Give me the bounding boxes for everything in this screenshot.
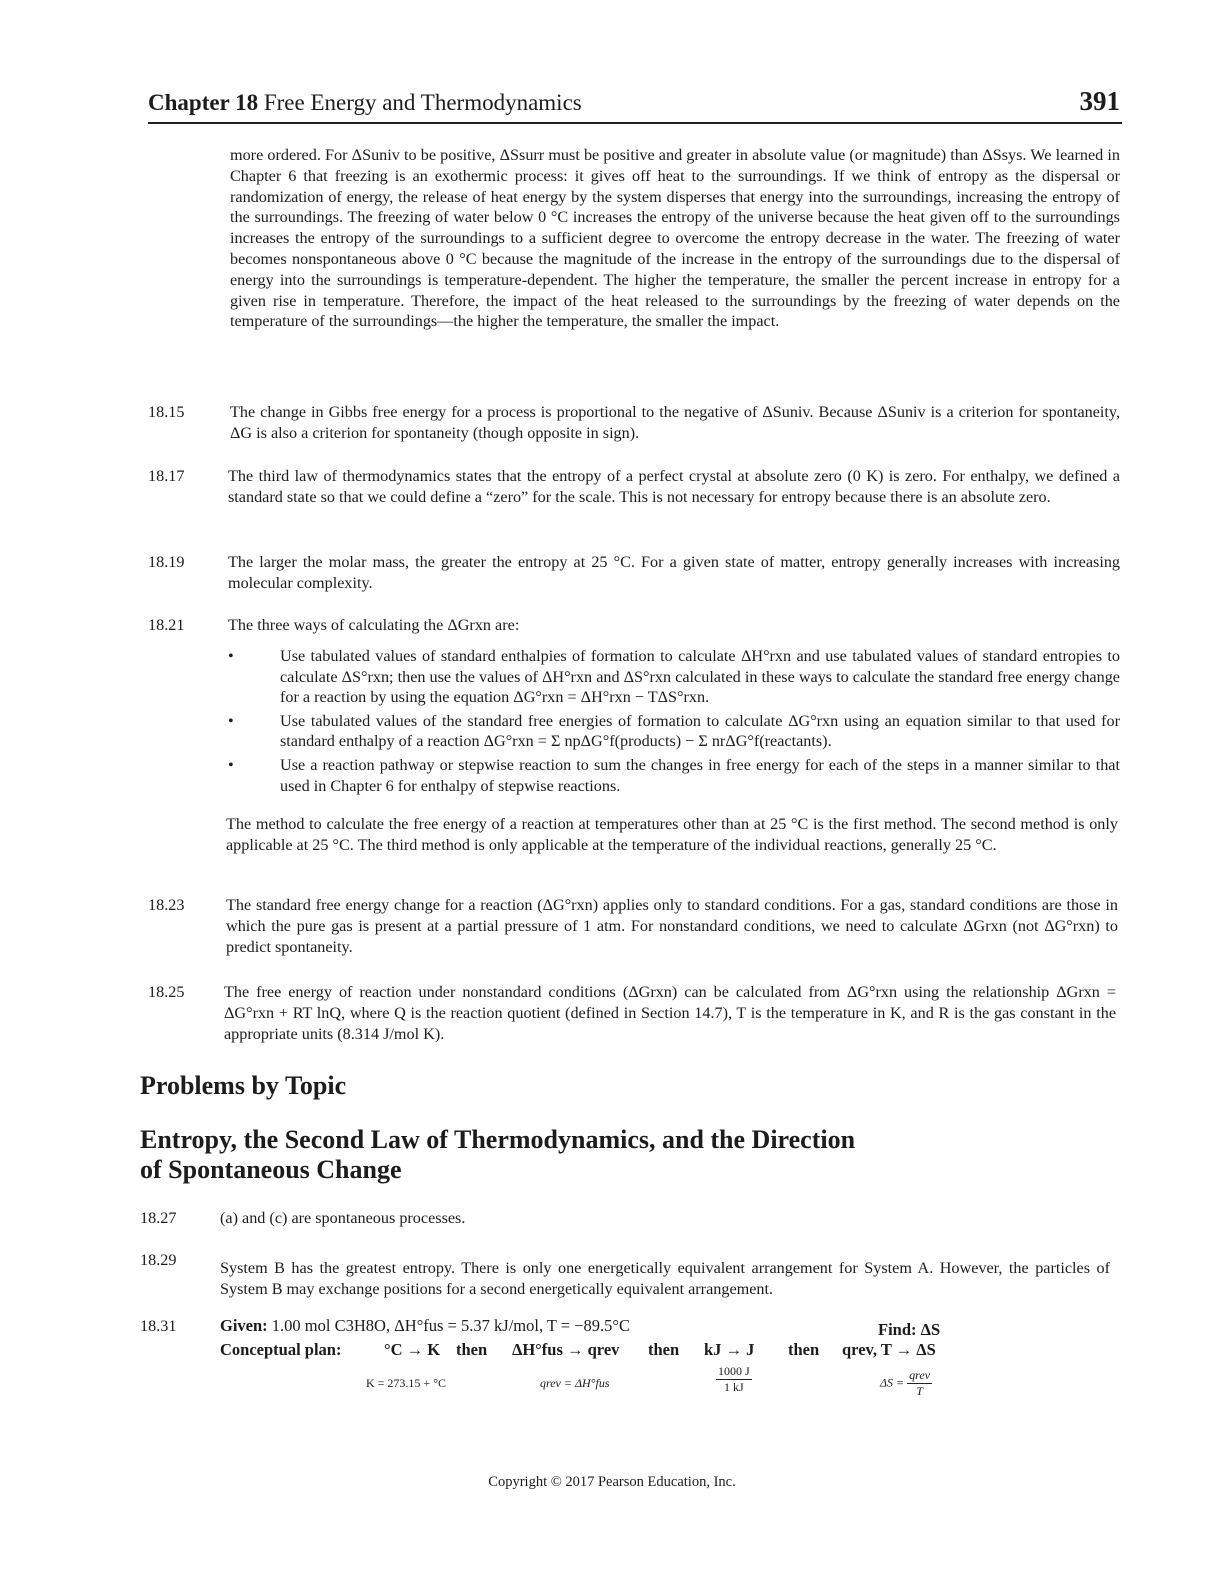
plan-connector: then <box>788 1340 820 1359</box>
relation-kelvin: K = 273.15 + °C <box>366 1376 447 1390</box>
answer-text: The three ways of calculating the ΔGrxn are: <box>228 616 520 634</box>
answer-followup: The method to calculate the free energy of a reaction at temperatures other than at 25 °C is the first method. The second method is only applicable at 25 °C. The third method is only applicable at the temperature of the individual reactions, generally 25 °C. <box>226 815 1118 854</box>
find-label: Find: <box>878 1320 917 1339</box>
list-item <box>228 646 1120 708</box>
bullet-text: Use tabulated values of standard enthalpies of formation to calculate ΔH°rxn and use tabulated values of standard entropies to calculate ΔS°rxn; then use the values of ΔH°rxn and ΔS°rxn calculated in these ways to calculate the standard free energy change for a reaction by using the equation ΔG°rxn = ΔH°rxn − TΔS°rxn. <box>280 647 1120 707</box>
fraction-numerator: 1000 J <box>718 1364 750 1378</box>
chapter-name: Free Energy and Thermodynamics <box>263 90 582 115</box>
find-text: ΔS <box>920 1320 941 1339</box>
plan-connector: then <box>648 1340 680 1359</box>
given-line <box>220 1316 630 1336</box>
copyright-footer: Copyright © 2017 Pearson Education, Inc. <box>488 1474 736 1490</box>
relation-entropy <box>880 1368 932 1399</box>
answer-number: 18.19 <box>148 553 185 571</box>
relation-conversion <box>716 1364 752 1395</box>
answer-text: The free energy of reaction under nonstandard conditions (ΔGrxn) can be calculated from ΔG°rxn using the relationship ΔGrxn = ΔG°rxn + RT lnQ, where Q is the reaction quotient (defined in Section 14.7), T is the temperature in K, and R is the gas constant in the appropriate units (8.314 J/mol K). <box>224 983 1116 1043</box>
relation-qrev: qrev = ΔH°fus <box>540 1376 610 1390</box>
list-item <box>228 755 1120 796</box>
plan-step: qrev, T → ΔS <box>842 1340 936 1359</box>
answer-number: 18.17 <box>148 467 185 485</box>
bullet-icon: • <box>228 755 234 774</box>
fraction-denominator: T <box>916 1384 923 1398</box>
find-line <box>878 1320 940 1340</box>
fraction <box>716 1364 752 1395</box>
bullet-icon: • <box>228 711 234 730</box>
answer-text: The change in Gibbs free energy for a process is proportional to the negative of ΔSuniv. Because ΔSuniv is a criterion for spontaneity, ΔG is also a criterion for spontaneity (though opposite in sign). <box>230 403 1120 442</box>
plan-connector: then <box>456 1340 488 1359</box>
bullet-icon: • <box>228 647 234 665</box>
subsection-heading-line: of Spontaneous Change <box>140 1155 402 1184</box>
chapter-title <box>148 90 582 116</box>
fraction <box>907 1368 932 1399</box>
list-item <box>228 711 1120 752</box>
bullet-list <box>228 646 1120 799</box>
subsection-heading-line: Entropy, the Second Law of Thermodynamics, and the Direction <box>140 1125 856 1154</box>
answer-text: The standard free energy change for a reaction (ΔG°rxn) applies only to standard conditions. For a gas, standard conditions are those in which the pure gas is present at a partial pressure of 1 atm. For nonstandard conditions, we need to calculate ΔGrxn (not ΔG°rxn) to predict spontaneity. <box>226 896 1118 956</box>
problem-number: 18.27 <box>140 1209 177 1227</box>
problem-number: 18.31 <box>140 1317 177 1335</box>
plan-step: °C → K <box>384 1340 441 1359</box>
answer-number: 18.15 <box>148 403 185 421</box>
answer-text: The larger the molar mass, the greater the entropy at 25 °C. For a given state of matter, entropy generally increases with increasing molecular complexity. <box>228 553 1120 592</box>
header-rule <box>148 122 1122 124</box>
intro-paragraph: more ordered. For ΔSuniv to be positive, ΔSsurr must be positive and greater in absolute value (or magnitude) than ΔSsys. We learned in Chapter 6 that freezing is an exothermic process: it gives off heat to the surroundings. If we think of entropy as the dispersal or randomization of energy, the release of heat energy by the system disperses that energy into the surroundings, increasing the entropy of the surroundings. The freezing of water below 0 °C increases the entropy of the universe because the heat given off to the surroundings increases the entropy of the surroundings to a sufficient degree to overcome the entropy decrease in the water. The freezing of water becomes nonspontaneous above 0 °C because the magnitude of the increase in the entropy of the surroundings due to the dispersal of energy into the surroundings is temperature-dependent. The higher the temperature, the smaller the percent increase in entropy for a given rise in temperature. Therefore, the impact of the heat released to the surroundings by the freezing of water depends on the temperature of the surroundings—the higher the temperature, the smaller the impact. <box>230 146 1120 331</box>
answer-number: 18.23 <box>148 896 185 914</box>
relation-entropy-lhs: ΔS = <box>880 1375 905 1390</box>
answer-text: The third law of thermodynamics states that the entropy of a perfect crystal at absolute zero (0 K) is zero. For enthalpy, we defined a standard state so that we could define a “zero” for the scale. This is not necessary for entropy because there is an absolute zero. <box>228 467 1120 506</box>
plan-label: Conceptual plan: <box>220 1340 342 1359</box>
fraction-numerator: qrev <box>909 1368 931 1382</box>
problem-number: 18.29 <box>140 1251 177 1269</box>
section-heading: Problems by Topic <box>140 1071 347 1100</box>
page-number: 391 <box>1079 86 1120 116</box>
bullet-text: Use tabulated values of the standard free energies of formation to calculate ΔG°rxn using an equation similar to that used for standard enthalpy of a reaction ΔG°rxn = Σ npΔG°f(products) − Σ nrΔG°f(reactants). <box>280 711 1120 751</box>
chapter-header <box>148 86 1120 117</box>
plan-step: kJ → J <box>704 1340 755 1359</box>
chapter-label: Chapter 18 <box>148 90 259 115</box>
given-text: 1.00 mol C3H8O, ΔH°fus = 5.37 kJ/mol, T = −89.5°C <box>271 1316 631 1335</box>
fraction-denominator: 1 kJ <box>724 1380 744 1394</box>
given-label: Given: <box>220 1316 268 1335</box>
bullet-text: Use a reaction pathway or stepwise reaction to sum the changes in free energy for each of the steps in a manner similar to that used in Chapter 6 for enthalpy of stepwise reactions. <box>280 755 1120 795</box>
answer-number: 18.25 <box>148 983 185 1001</box>
subsection-heading <box>140 1125 1040 1185</box>
problem-text: (a) and (c) are spontaneous processes. <box>220 1209 466 1227</box>
answer-number: 18.21 <box>148 616 185 634</box>
problem-text: System B has the greatest entropy. There is only one energetically equivalent arrangement for System A. However, the particles of System B may exchange positions for a second energetically equivalent arrangement. <box>220 1259 1110 1298</box>
plan-step: ΔH°fus → qrev <box>512 1340 620 1359</box>
